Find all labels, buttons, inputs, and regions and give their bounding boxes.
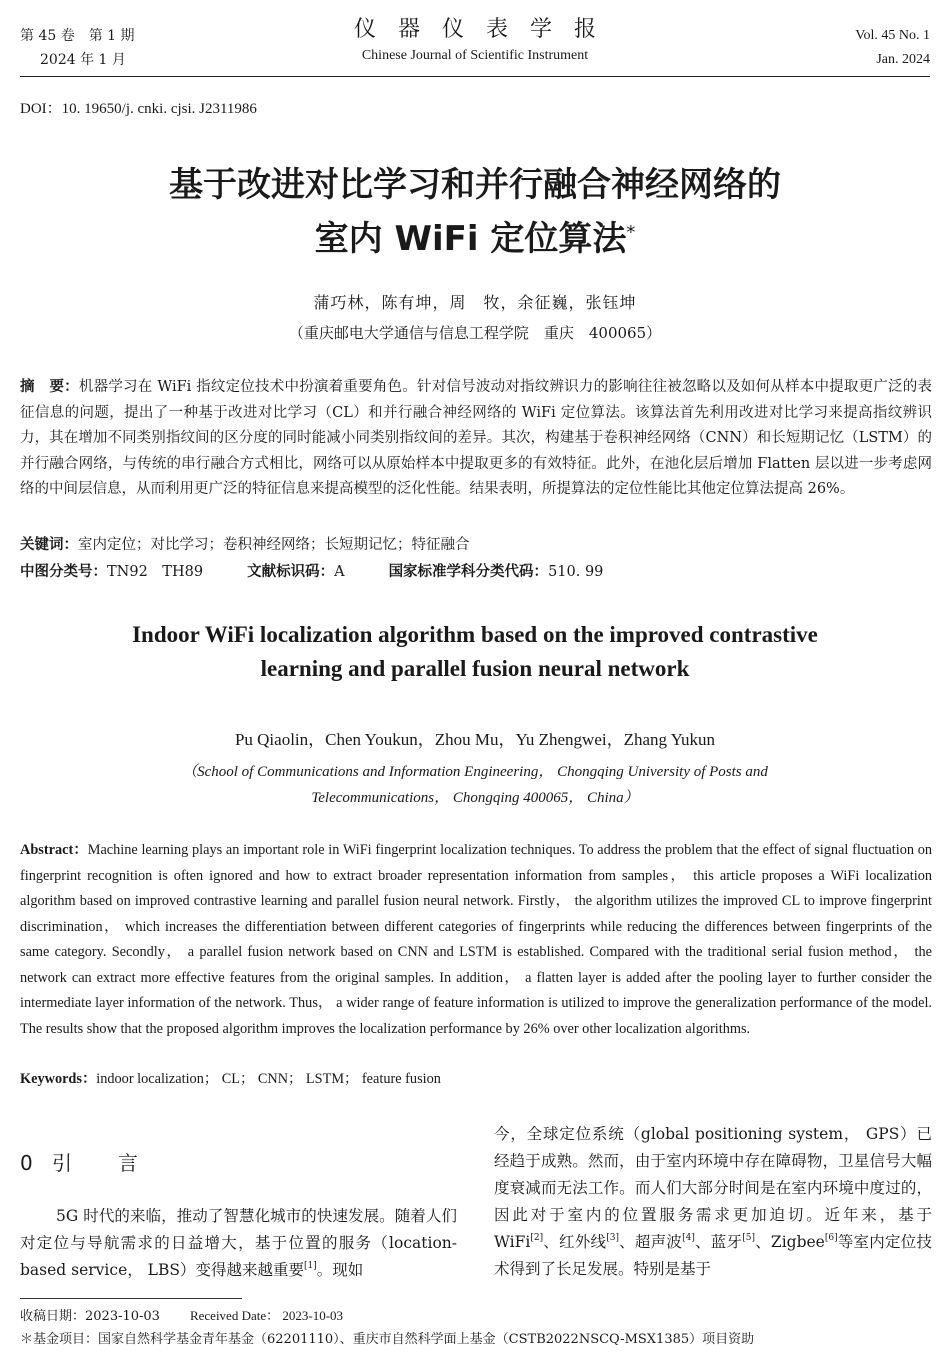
- volume-en: Vol. 45 No. 1: [855, 28, 930, 43]
- citation-2: [2]: [530, 1233, 544, 1243]
- authors-en: Pu Qiaolin，Chen Youkun，Zhou Mu，Yu Zhengwei，Zhang Yukun: [234, 730, 716, 749]
- header-rule: [20, 76, 930, 77]
- citation-4: [4]: [682, 1233, 695, 1243]
- std-code-label: 国家标准学科分类代码：: [388, 564, 549, 580]
- title-zh-line1: 基于改进对比学习和并行融合神经网络的: [169, 165, 781, 205]
- right-text-a: 今，全球定位系统（global positioning system， GPS）已经趋于成熟。然而，由于室内环境中存在障碍物，卫星信号大幅度衰减而无法工作。而人们大部分时间是在室内环境中度过的，因此对于室内的位置服务需求更加迫切。近年来，基于 WiFi: [494, 1125, 932, 1251]
- abstract-en: [20, 838, 932, 1042]
- citation-3: [3]: [606, 1233, 619, 1243]
- right-text-f: 等室内定位技术得到了长足发展。特别是基于: [494, 1233, 932, 1278]
- right-text-e: 、Zigbee: [754, 1233, 825, 1251]
- volume-info: [855, 24, 930, 72]
- journal-masthead: [0, 14, 950, 64]
- body-column-right: [494, 1121, 932, 1283]
- footnote-rule: [20, 1298, 242, 1299]
- paper-title-zh: [0, 158, 950, 266]
- affiliation-en: [0, 759, 950, 811]
- title-zh-line2: 室内 WiFi 定位算法: [314, 219, 627, 259]
- affiliation-en-line1: （School of Communications and Information Engineering， Chongqing University of Posts and: [182, 764, 768, 780]
- date-zh: 2024 年 1 月: [40, 52, 126, 68]
- citation-5: [5]: [742, 1233, 755, 1243]
- abstract-en-label: Abstract：: [20, 842, 88, 858]
- received-date: [20, 1305, 343, 1324]
- right-text-d: 、蓝牙: [694, 1233, 743, 1251]
- citation-6: [6]: [824, 1233, 838, 1243]
- section-title-part1: 引: [52, 1151, 72, 1175]
- classification-codes: [20, 560, 932, 581]
- clc-label: 中图分类号：: [20, 564, 107, 580]
- doi: DOI：10. 19650/j. cnki. cjsi. J2311986: [20, 101, 257, 117]
- keywords-zh-text: 室内定位；对比学习；卷积神经网络；长短期记忆；特征融合: [78, 537, 470, 553]
- title-zh-line2-wrap: [0, 212, 950, 266]
- intro-paragraph: 5G 时代的来临，推动了智慧化城市的快速发展。随着人们对定位与导航需求的日益增大，基于位置的服务（location-based service， LBS）变得越来越重要: [20, 1207, 457, 1279]
- std-code-value: 510. 99: [548, 564, 604, 580]
- keywords-en-label: Keywords：: [20, 1071, 97, 1087]
- received-date-en: Received Date： 2023-10-03: [189, 1308, 344, 1323]
- intro-paragraph-end: 。现如: [316, 1261, 364, 1279]
- right-text-c: 、超声波: [618, 1233, 683, 1251]
- right-text-b: 、红外线: [543, 1233, 607, 1251]
- section-title-part2: 言: [118, 1151, 138, 1175]
- abstract-zh-text: 机器学习在 WiFi 指纹定位技术中扮演着重要角色。针对信号波动对指纹辨识力的影响往往被忽略以及如何从样本中提取更广泛的表征信息的问题，提出了一种基于改进对比学习（CL）和并行融合神经网络的 WiFi 定位算法。该算法首先利用改进对比学习来提高指纹辨识力，其在增加不同类别指纹间的区分度的同时能减小同类别指纹间的差异。其次，构建基于卷积神经网络（CNN）和长短期记忆（LSTM）的并行融合网络，与传统的串行融合方式相比，网络可以从原始样本中提取更多的有效特征。此外，在池化层后增加 Flatten 层以进一步考虑网络的中间层信息，从而利用更广泛的特征信息来提高模型的泛化性能。结果表明，所提算法的定位性能比其他定位算法提高 26%。: [20, 379, 932, 497]
- keywords-zh: [20, 533, 932, 554]
- issue-zh: 第 45 卷 第 1 期: [20, 28, 135, 44]
- title-en-line1: Indoor WiFi localization algorithm based on the improved contrastive: [132, 622, 818, 647]
- journal-title-zh: 仪器仪表学报: [353, 17, 618, 42]
- citation-1: [1]: [303, 1261, 317, 1271]
- keywords-en: [20, 1068, 932, 1088]
- abstract-zh: [20, 375, 932, 503]
- title-footnote-mark: *: [626, 222, 636, 243]
- doc-code-value: A: [334, 564, 345, 580]
- paper-title-en: [0, 618, 950, 686]
- clc-value: TN92 TH89: [107, 564, 204, 580]
- title-en-line2: learning and parallel fusion neural network: [260, 656, 690, 681]
- keywords-en-text: indoor localization； CL； CNN； LSTM； feature fusion: [96, 1071, 441, 1087]
- abstract-en-text: Machine learning plays an important role in WiFi fingerprint localization techniques. To address the problem that the effect of signal fluctuation on fingerprint recognition is often ignored and how to extract broader representation information from samples， this article proposes a WiFi localization algorithm based on improved contrastive learning and parallel fusion neural network. Firstly， the algorithm utilizes the improved CL to improve fingerprint discrimination， which increases the differentiation between different categories of fingerprints while reducing the differences between fingerprints of the same category. Secondly， a parallel fusion network based on CNN and LSTM is established. Compared with the traditional serial fusion method， the network can extract more effective features from the original samples. In addition， a flatten layer is added after the pooling layer to further consider the intermediate layer information of the network. Thus， a wider range of feature information is utilized to improve the generalization performance of the model. The results show that the proposed algorithm improves the localization performance by 26% over other localization algorithms.: [20, 842, 932, 1037]
- authors-zh: 蒲巧林，陈有坤，周 牧，余征巍，张钰坤: [313, 293, 637, 312]
- doc-code-label: 文献标识码：: [247, 564, 335, 580]
- abstract-zh-label: 摘 要：: [20, 379, 79, 395]
- fund-note: ＊基金项目：国家自然科学基金青年基金（62201110）、重庆市自然科学面上基金（CSTB2022NSCQ-MSX1385）项目资助: [20, 1332, 755, 1347]
- affiliation-zh: （重庆邮电大学通信与信息工程学院 重庆 400065）: [288, 324, 662, 342]
- section-heading-introduction: [20, 1147, 138, 1176]
- date-en: Jan. 2024: [876, 52, 930, 67]
- section-number: 0: [20, 1151, 33, 1175]
- affiliation-en-line2: Telecommunications， Chongqing 400065， China）: [311, 790, 639, 806]
- journal-title-en: Chinese Journal of Scientific Instrument: [361, 48, 589, 63]
- keywords-zh-label: 关键词：: [20, 537, 78, 553]
- body-column-left: [20, 1203, 457, 1284]
- received-date-zh: 收稿日期：2023-10-03: [20, 1309, 160, 1324]
